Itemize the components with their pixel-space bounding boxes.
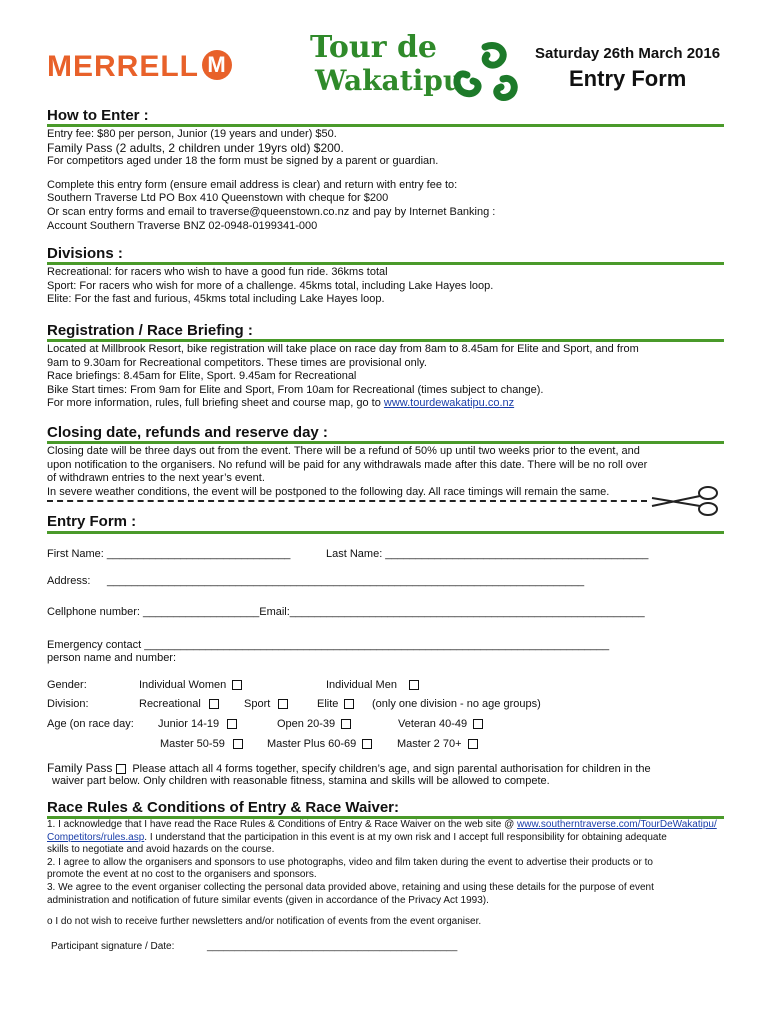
division-label: Division: (47, 698, 89, 710)
checkbox-icon[interactable] (116, 764, 126, 774)
closing-heading: Closing date, refunds and reserve day : (47, 424, 328, 441)
checkbox-icon[interactable] (278, 699, 288, 709)
gender-women-option[interactable] (139, 679, 242, 691)
checkbox-icon[interactable] (362, 739, 372, 749)
checkbox-icon[interactable] (344, 699, 354, 709)
entry-form-heading: Entry Form : (47, 513, 137, 530)
age-veteran-option[interactable] (398, 718, 483, 730)
registration-line: Located at Millbrook Resort, bike registration will take place on race day from 8am to 8.45am for Elite and Sport, and from (47, 343, 639, 355)
division-elite-option[interactable] (317, 698, 354, 710)
divisions-heading: Divisions : (47, 245, 123, 262)
registration-body (47, 343, 727, 411)
rules-heading: Race Rules & Conditions of Entry & Race Waiver: (47, 799, 400, 816)
celtic-spiral-icon (445, 35, 525, 103)
more-info-line (47, 397, 727, 411)
tour-logo-line1: Tour de (310, 30, 438, 65)
tour-de-wakatipu-logo (305, 30, 530, 105)
age-master-plus-option[interactable] (267, 738, 372, 750)
closing-line: Closing date will be three days out from the event. There will be a refund of 50% up until two weeks prior to the event, and (47, 445, 640, 457)
registration-line: Bike Start times: From 9am for Elite and Sport, From 10am for Recreational (times subject to change). (47, 383, 544, 396)
section-divider (47, 262, 724, 265)
elite-line: Elite: For the fast and furious, 45kms total including Lake Hayes loop. (47, 293, 385, 306)
age-master-label: Master 50-59 (160, 738, 225, 750)
first-name-field[interactable]: First Name: ______________________________ (47, 548, 291, 560)
family-pass-line: Family Pass (2 adults, 2 children under 19yrs old) $200. (47, 140, 344, 155)
age-open-label: Open 20-39 (277, 718, 336, 730)
division-recreational-label: Recreational (139, 698, 201, 710)
age-open-option[interactable] (277, 718, 351, 730)
newsletter-opt-out[interactable]: o I do not wish to receive further newsletters and/or notification of events from the event organiser. (47, 916, 482, 927)
checkbox-icon[interactable] (468, 739, 478, 749)
age-junior-option[interactable] (158, 718, 237, 730)
signature-label: Participant signature / Date: (51, 941, 175, 952)
weather-line: In severe weather conditions, the event will be postponed to the following day. All race timings will remain the same. (47, 485, 610, 498)
blank-line (47, 169, 727, 179)
rule-3-line-1: 3. We agree to the event organiser collecting the personal data provided above, retaining and using these details for the purpose of event (47, 881, 654, 893)
section-divider (47, 441, 724, 444)
rule-1-line-3: skills to negotiate and avoid hazards on the course. (47, 844, 275, 856)
checkbox-icon[interactable] (209, 699, 219, 709)
division-note: (only one division - no age groups) (372, 698, 541, 710)
age-master-plus-label: Master Plus 60-69 (267, 738, 357, 750)
section-divider (47, 124, 724, 127)
family-pass-text: Please attach all 4 forms together, specify children’s age, and sign parental authorisation for children in the (132, 763, 651, 775)
emergency-contact-field[interactable]: Emergency contact ____________________________________________________________________________ (47, 639, 610, 651)
checkbox-icon[interactable] (232, 680, 242, 690)
signature-field[interactable]: _____________________________________________ (207, 941, 458, 952)
event-date: Saturday 26th March 2016 (535, 45, 721, 62)
rules-link[interactable]: www.southerntraverse.com/TourDeWakatipu/ (517, 819, 717, 830)
address-field[interactable]: ______________________________________________________________________________ (107, 575, 585, 587)
rule-1-text: 1. I acknowledge that I have read the Race Rules & Conditions of Entry & Race Waiver on the web site @ (47, 819, 518, 830)
recreational-line: Recreational: for racers who wish to have a good fun ride. 36kms total (47, 266, 388, 278)
checkbox-icon[interactable] (409, 680, 419, 690)
gender-women-label: Individual Women (139, 679, 227, 691)
divisions-body (47, 266, 727, 307)
under-18-line: For competitors aged under 18 the form must be signed by a parent or guardian. (47, 155, 439, 168)
checkbox-icon[interactable] (227, 719, 237, 729)
website-link[interactable]: www.tourdewakatipu.co.nz (383, 397, 515, 410)
sport-line: Sport: For racers who wish for more of a challenge. 45kms total, including Lake Hayes loop. (47, 279, 494, 292)
how-to-enter-body (47, 128, 727, 233)
rule-3-line-2: administration and notification of future similar events (given in accordance of the Privacy Act 1993). (47, 894, 489, 906)
checkbox-icon[interactable] (341, 719, 351, 729)
gender-men-label: Individual Men (326, 679, 397, 691)
complete-form-line: Complete this entry form (ensure email address is clear) and return with entry fee to: (47, 178, 458, 191)
merrell-brand-text: MERRELL (47, 50, 199, 83)
email-line: Or scan entry forms and email to traverse@queenstown.co.nz and pay by Internet Banking : (47, 205, 496, 218)
scissors-icon (648, 484, 720, 518)
emergency-contact-label: person name and number: (47, 652, 177, 664)
age-label: Age (on race day: (47, 718, 134, 730)
age-master-option[interactable] (160, 738, 243, 750)
last-name-field[interactable]: Last Name: ___________________________________________ (326, 548, 649, 560)
checkbox-icon[interactable] (233, 739, 243, 749)
age-veteran-label: Veteran 40-49 (398, 718, 468, 730)
closing-line: of withdrawn entries to the next year’s event. (47, 472, 265, 485)
closing-line: upon notification to the organisers. No refund will be paid for any withdrawals made after this date. There will be no roll over (47, 458, 648, 471)
section-divider (47, 339, 724, 342)
gender-men-option[interactable] (326, 679, 419, 691)
merrell-m-icon: M (202, 50, 232, 80)
section-divider (47, 531, 724, 534)
age-master2-label: Master 2 70+ (397, 738, 462, 750)
page-title: Entry Form (569, 66, 687, 91)
closing-body (47, 445, 727, 499)
tour-logo-line2: Wakatipu (315, 64, 464, 97)
merrell-logo (47, 50, 232, 84)
entry-fee-line: Entry fee: $80 per person, Junior (19 years and under) $50. (47, 128, 337, 140)
how-to-enter-heading: How to Enter : (47, 107, 149, 124)
rule-2-line-2: promote the event at no cost to the organisers and sponsors. (47, 869, 317, 881)
registration-line: 9am to 9.30am for Recreational competitors. These times are provisional only. (47, 356, 427, 369)
family-pass-label: Family Pass (47, 761, 113, 775)
division-sport-label: Sport (244, 698, 271, 710)
rule-1-line-1 (47, 819, 727, 832)
cut-dashed-line (47, 500, 647, 502)
checkbox-icon[interactable] (473, 719, 483, 729)
family-pass-text-2: waiver part below. Only children with reasonable fitness, stamina and skills will be allowed to compete. (52, 775, 550, 787)
registration-line: Race briefings: 8.45am for Elite, Sport. 9.45am for Recreational (47, 370, 357, 383)
rule-1-line-2 (47, 832, 727, 845)
rule-2-line-1: 2. I agree to allow the organisers and sponsors to use photographs, video and film taken during the event to advertise their products or to (47, 856, 653, 868)
family-pass-block (47, 761, 651, 775)
cellphone-email-field[interactable]: Cellphone number: ___________________Email:__________________________________________________________ (47, 606, 645, 618)
division-sport-option[interactable] (244, 698, 288, 710)
rule-1-rest: . I understand that the participation in this event is at my own risk and I accept full responsibility for obtaining adequate (144, 831, 667, 843)
bank-account-line: Account Southern Traverse BNZ 02-0948-0199341-000 (47, 219, 318, 232)
registration-heading: Registration / Race Briefing : (47, 322, 253, 339)
more-info-text: For more information, rules, full briefing sheet and course map, go to (47, 397, 384, 410)
postal-line: Southern Traverse Ltd PO Box 410 Queenstown with cheque for $200 (47, 192, 389, 205)
age-master2-option[interactable] (397, 738, 478, 750)
division-elite-label: Elite (317, 698, 339, 710)
rules-link-continued[interactable]: Competitors/rules.asp (47, 831, 145, 843)
gender-label: Gender: (47, 679, 87, 691)
address-label: Address: (47, 575, 91, 587)
age-junior-label: Junior 14-19 (158, 718, 220, 730)
rules-body (47, 819, 727, 907)
division-recreational-option[interactable] (139, 698, 219, 710)
